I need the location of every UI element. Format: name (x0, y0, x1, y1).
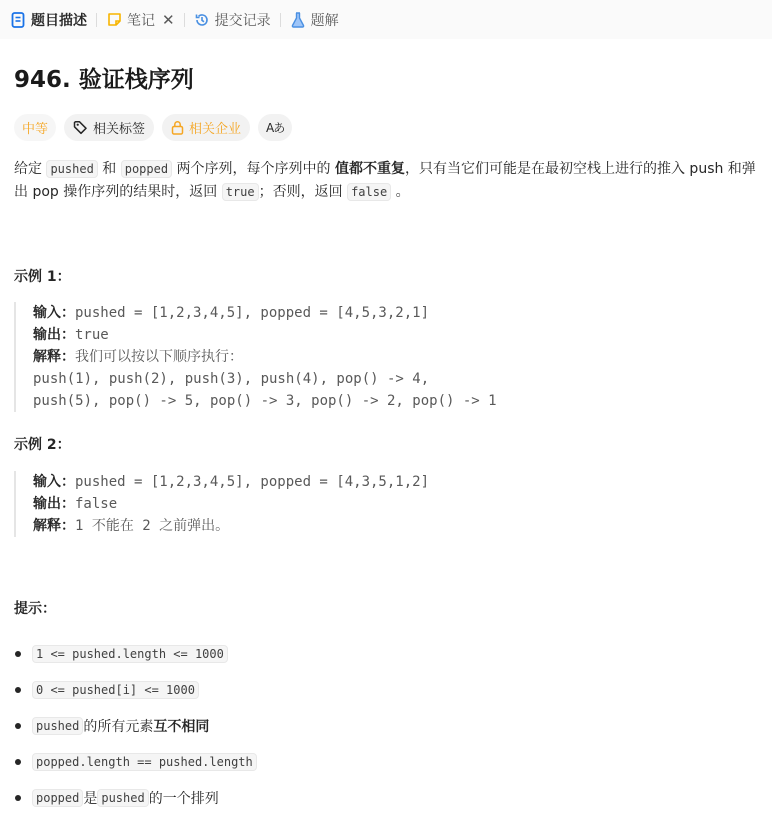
flask-icon (290, 12, 306, 28)
problem-description (14, 158, 759, 204)
list-item (14, 636, 257, 672)
close-icon[interactable]: ✕ (162, 10, 175, 29)
tab-notes[interactable] (106, 0, 175, 39)
inline-code: false (347, 183, 391, 201)
inline-code: pushed (32, 717, 83, 735)
explain-label: 解释： (33, 518, 75, 534)
tab-submissions[interactable] (194, 0, 271, 39)
list-item (14, 780, 257, 813)
example-2-heading: 示例 2： (14, 437, 71, 453)
desc-text: 给定 (14, 161, 47, 177)
language-toggle-button[interactable] (258, 114, 292, 141)
note-icon (106, 12, 122, 28)
input-label: 输入： (33, 474, 75, 490)
example-1-heading: 示例 1： (14, 269, 71, 285)
hint-text: 的所有元素 (83, 719, 154, 735)
explain-text: 1 不能在 2 之前弹出。 (75, 518, 230, 534)
list-item (14, 672, 257, 708)
inline-code: 1 <= pushed.length <= 1000 (32, 645, 228, 663)
explain-line: push(1), push(2), push(3), push(4), pop() -> 4, (33, 371, 430, 387)
output-value: false (75, 496, 118, 512)
desc-bold: 值都不重复 (334, 161, 405, 177)
translate-icon: Aあ (266, 121, 285, 135)
inline-code: true (222, 183, 259, 201)
output-label: 输出： (33, 496, 75, 512)
input-value: pushed = [1,2,3,4,5], popped = [4,5,3,2,1] (75, 305, 430, 321)
tab-solutions[interactable] (290, 0, 339, 39)
problem-title[interactable]: 946. 验证栈序列 (14, 67, 194, 93)
explain-line: push(5), pop() -> 5, pop() -> 3, pop() -> 2, pop() -> 1 (33, 393, 497, 409)
list-item (14, 708, 257, 744)
desc-text: 。 (391, 184, 410, 200)
document-icon (10, 12, 26, 28)
constraints-list (14, 636, 257, 813)
desc-text: 两个序列，每个序列中的 (172, 161, 335, 177)
inline-code: popped.length == pushed.length (32, 753, 257, 771)
tab-description[interactable] (10, 0, 87, 39)
lock-icon (171, 120, 184, 135)
inline-code: 0 <= pushed[i] <= 1000 (32, 681, 199, 699)
output-label: 输出： (33, 327, 75, 343)
explain-text: 我们可以按以下顺序执行： (75, 349, 243, 365)
tab-divider (184, 13, 185, 27)
tag-icon (73, 120, 88, 135)
hint-text: 的一个排列 (148, 791, 219, 807)
related-companies-label: 相关企业 (189, 122, 242, 137)
desc-text: 和 (97, 161, 121, 177)
inline-code: pushed (46, 160, 97, 178)
difficulty-badge: 中等 (14, 114, 56, 141)
desc-text: ；否则，返回 (258, 184, 348, 200)
example-1-block (14, 302, 497, 412)
related-tags-button[interactable] (64, 114, 154, 141)
list-item (14, 744, 257, 780)
input-label: 输入： (33, 305, 75, 321)
inline-code: pushed (97, 789, 148, 807)
constraints-heading: 提示： (14, 601, 56, 617)
hint-text: 是 (83, 791, 98, 807)
tab-bar (0, 0, 772, 39)
desc-text: ，只有当它们可能是在最初空栈上进行的推入 push 和弹出 pop 操作序列的结果时，返回 (14, 161, 756, 200)
hint-bold: 互不相同 (153, 719, 210, 735)
tab-notes-label: 笔记 (127, 12, 155, 29)
tab-description-label: 题目描述 (31, 12, 87, 29)
output-value: true (75, 327, 109, 343)
tab-submissions-label: 提交记录 (214, 12, 271, 29)
history-icon (194, 12, 210, 28)
related-companies-button[interactable] (162, 114, 250, 141)
explain-label: 解释： (33, 349, 75, 365)
related-tags-label: 相关标签 (93, 122, 146, 137)
example-2-block (14, 471, 429, 537)
tab-solutions-label: 题解 (310, 12, 339, 29)
input-value: pushed = [1,2,3,4,5], popped = [4,3,5,1,2] (75, 474, 430, 490)
tab-divider (96, 13, 97, 27)
inline-code: popped (121, 160, 172, 178)
inline-code: popped (32, 789, 83, 807)
tab-divider (280, 13, 281, 27)
tag-row (14, 114, 292, 141)
